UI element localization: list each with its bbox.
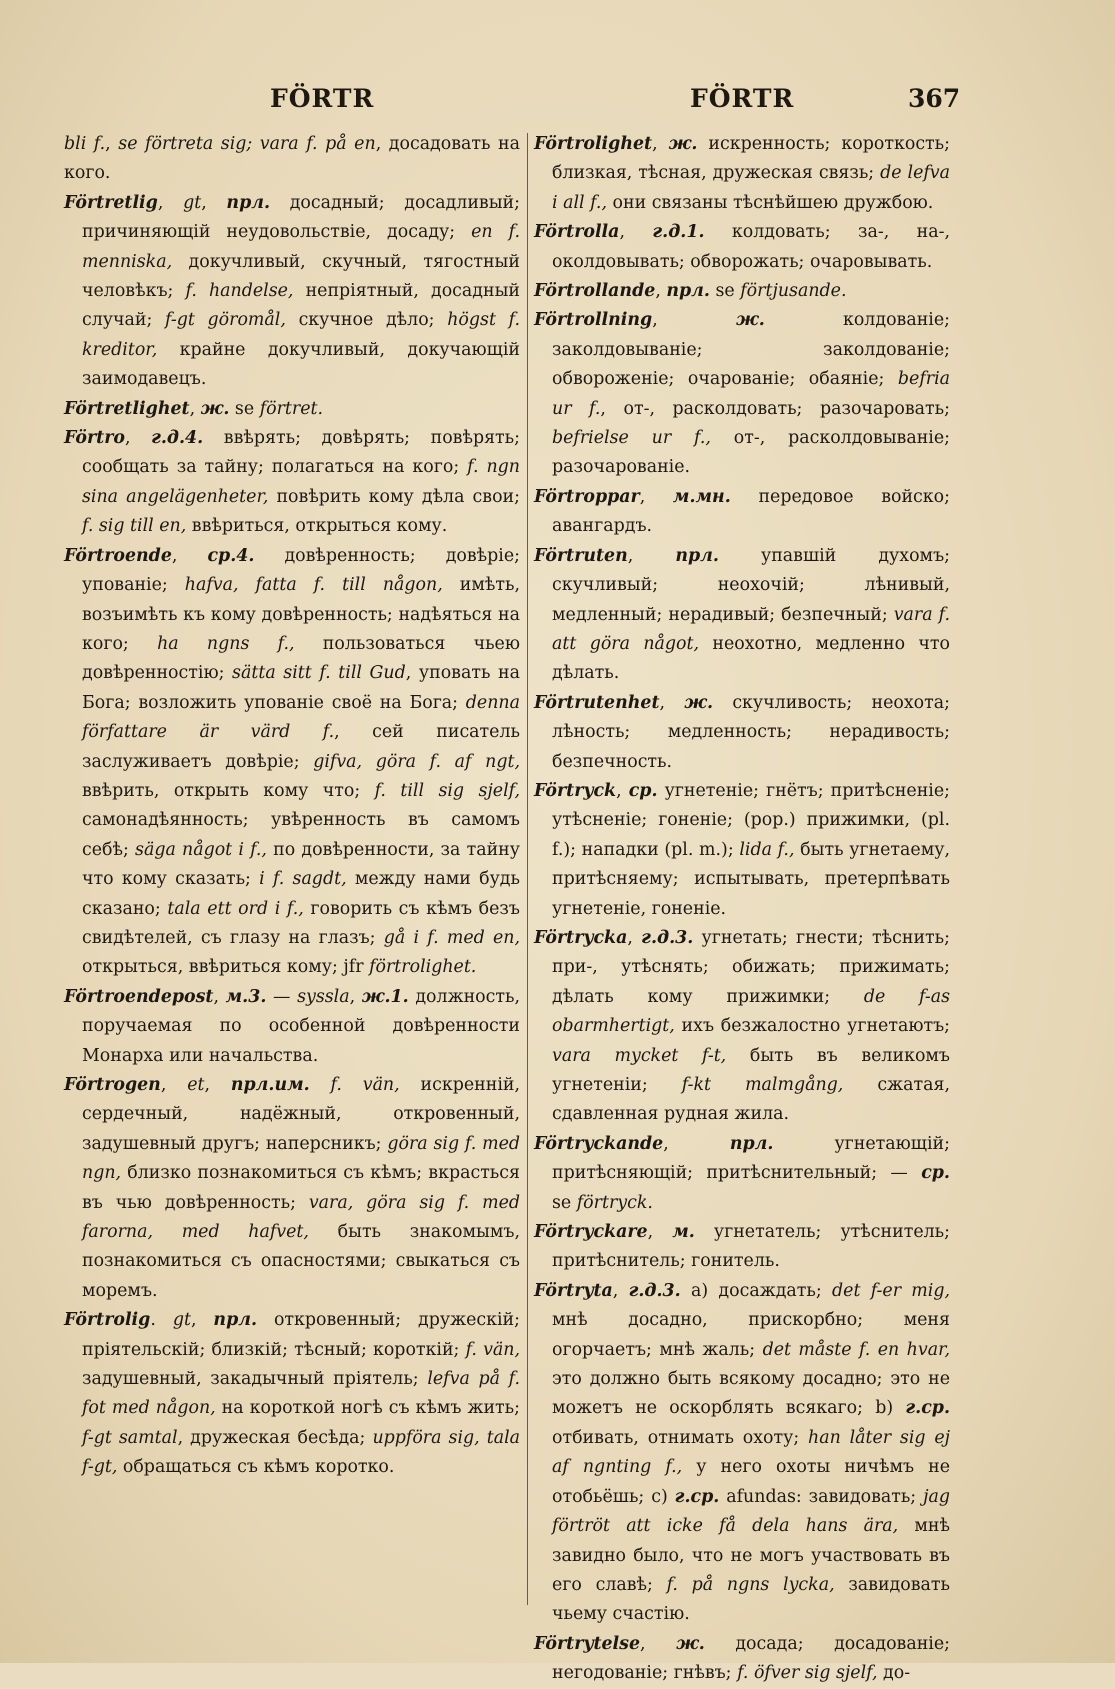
- definition-text: должность, поручаемая по особенной довѣренности Монарха или начальства.: [82, 986, 520, 1066]
- dictionary-entry: [534, 1277, 950, 1630]
- definition-text: ,: [349, 986, 362, 1007]
- definition-text: ,: [616, 780, 629, 801]
- swedish-phrase: f. ngn sina angelägenheter,: [82, 457, 520, 507]
- definition-text: они связаны тѣснѣйшею дружбою.: [606, 192, 934, 213]
- headword: Förtrollande: [534, 281, 656, 302]
- dictionary-entry: [64, 983, 520, 1071]
- definition-text: это должно быть всякому досадно; это не можетъ не оскорблять всякаго; b): [552, 1369, 950, 1419]
- swedish-phrase: förtret.: [259, 398, 324, 419]
- definition-text: ,: [659, 692, 685, 713]
- definition-text: говорить съ кѣмъ безъ свидѣтелей, съ глазу на глазъ;: [82, 898, 520, 948]
- dictionary-entry: [534, 777, 950, 924]
- swedish-phrase: det f-er mig,: [832, 1280, 950, 1301]
- definition-text: отбивать, отнимать охоту;: [552, 1427, 809, 1448]
- headword: Förtrollning: [534, 310, 653, 331]
- swedish-phrase: säga något i f.,: [135, 839, 267, 860]
- swedish-phrase: syssla: [297, 986, 350, 1007]
- headword: Förtrogen: [64, 1075, 161, 1095]
- definition-text: a) досаждать;: [680, 1280, 833, 1301]
- grammar-label: прл.: [675, 545, 719, 566]
- definition-text: скучное дѣло;: [285, 310, 448, 331]
- definition-text: ,: [627, 545, 676, 566]
- definition-text: ,: [619, 222, 653, 243]
- swedish-phrase: de lefva i all f.,: [552, 163, 950, 213]
- definition-text: ихъ безжалостно угнетаютъ;: [674, 1016, 950, 1037]
- swedish-phrase: vara, göra sig f. med farorna, med hafvet,: [82, 1192, 520, 1243]
- headword: Förtrolighet: [534, 134, 653, 154]
- definition-text: сжатая, сдавленная рудная жила.: [552, 1075, 950, 1125]
- definition-text: ,: [639, 486, 673, 507]
- swedish-phrase: f-gt göromål,: [165, 310, 286, 331]
- grammar-label: г.д.4.: [151, 428, 204, 449]
- definition-text: завидовать чьему счастію.: [552, 1574, 950, 1625]
- definition-text: колдованіе; заколдовываніе; заколдованіе; обвороженіе; очарованіе; обаяніе;: [552, 310, 951, 390]
- definition-text: ,: [124, 428, 152, 449]
- definition-text: , дружеская бесѣда;: [177, 1427, 373, 1448]
- definition-text: ,: [213, 986, 226, 1007]
- swedish-phrase: en f. menniska,: [82, 222, 520, 272]
- definition-text: , сей писатель заслуживаетъ довѣріе;: [82, 722, 520, 772]
- headword: Förtro: [64, 428, 125, 449]
- grammar-label: г.д.3.: [628, 1280, 681, 1301]
- grammar-label: г.д.3.: [641, 927, 694, 948]
- definition-text: быть угнетаему, притѣсняему; испытывать, претерпѣвать угнетеніе, гоненіе.: [552, 839, 950, 919]
- dictionary-entry: [534, 689, 950, 777]
- definition-text: самонадѣянность; увѣренность въ самомъ себѣ;: [82, 810, 520, 860]
- dictionary-entry: [64, 130, 520, 189]
- definition-text: —: [266, 986, 298, 1007]
- grammar-label: м.3.: [225, 986, 267, 1007]
- swedish-phrase: vara f. att göra något,: [552, 604, 950, 654]
- definition-text: ,: [612, 1280, 629, 1301]
- definition-text: ,: [157, 192, 184, 213]
- swedish-phrase: jag förtröt att icke få dela hans ära,: [552, 1486, 951, 1537]
- headword: Förtretlig: [64, 192, 158, 213]
- swedish-phrase: förtrolighet.: [369, 957, 477, 978]
- definition-text: досадный; досадливый; причиняющій неудовольствіе, досаду;: [82, 192, 520, 243]
- swedish-phrase: förtryck.: [576, 1192, 653, 1213]
- definition-text: пользоваться чьею довѣренностію;: [82, 633, 520, 684]
- definition-text: искренній, сердечный, надёжный, откровенный, задушевный другъ; наперсникъ;: [82, 1075, 521, 1154]
- dictionary-entry: [64, 424, 520, 542]
- definition-text: se: [709, 281, 741, 302]
- dictionary-entry: [534, 1218, 950, 1277]
- definition-text: неохотно, медленно что дѣлать.: [552, 633, 951, 684]
- definition-text: имѣть, возъимѣть къ кому довѣренность; надѣяться на кого;: [82, 575, 520, 654]
- definition-text: непріятный, досадный случай;: [82, 281, 521, 331]
- definition-text: угнетающій; притѣсняющій; притѣснительный; —: [552, 1133, 950, 1184]
- grammar-label: ж.: [676, 1633, 705, 1654]
- definition-text: мнѣ досадно, прискорбно; меня огорчаетъ; мнѣ жаль;: [552, 1310, 950, 1360]
- left-column: [64, 130, 520, 1483]
- headword: Förtroendepost: [64, 986, 214, 1007]
- headword: Förtrutenhet: [534, 692, 660, 713]
- swedish-phrase: et: [187, 1075, 205, 1095]
- dictionary-entry: [64, 1071, 520, 1306]
- right-running-head: FÖRTR: [690, 84, 795, 113]
- swedish-phrase: lida f.,: [739, 839, 795, 860]
- swedish-phrase: f. till sig sjelf,: [374, 780, 520, 801]
- dictionary-entry: [64, 189, 520, 395]
- definition-text: открыться, ввѣриться кому; jfr: [82, 957, 370, 978]
- grammar-label: прл.им.: [230, 1075, 310, 1095]
- swedish-phrase: befria ur f.: [552, 369, 950, 419]
- definition-text: ,: [204, 1075, 231, 1095]
- headword: Förtryckare: [534, 1222, 648, 1243]
- swedish-phrase: f. öfver sig sjelf,: [737, 1663, 878, 1684]
- definition-text: ввѣрить, открыть кому что;: [82, 780, 375, 801]
- swedish-phrase: befrielse ur f.,: [552, 428, 711, 449]
- grammar-label: ср.: [628, 780, 658, 801]
- definition-text: se: [229, 398, 260, 419]
- dictionary-entry: [534, 306, 950, 482]
- swedish-phrase: han låter sig ej af ngnting f.,: [552, 1427, 950, 1478]
- headword: Förtrolla: [534, 222, 620, 243]
- grammar-label: г.ср.: [674, 1486, 720, 1507]
- grammar-label: ж.: [735, 310, 765, 331]
- dictionary-entry: [64, 395, 520, 424]
- definition-text: ,: [190, 1310, 214, 1331]
- definition-text: ,: [652, 310, 736, 331]
- swedish-phrase: f. sig till en,: [82, 516, 187, 537]
- swedish-phrase: lefva på f. fot med någon,: [82, 1369, 520, 1419]
- swedish-phrase: f. handelse,: [185, 281, 294, 302]
- column-divider: [527, 133, 528, 1605]
- grammar-label: г.д.1.: [652, 222, 705, 243]
- definition-text: быть въ великомъ угнетеніи;: [552, 1045, 951, 1095]
- dictionary-entry: [64, 542, 520, 983]
- definition-text: ,: [647, 1222, 673, 1243]
- dictionary-entry: [534, 130, 950, 218]
- swedish-phrase: f-gt samtal: [82, 1427, 178, 1448]
- grammar-label: м.: [672, 1222, 695, 1243]
- headword: Förtretlighet: [64, 398, 190, 419]
- grammar-label: ж.: [684, 692, 714, 713]
- swedish-phrase: denna författare är värd f.: [82, 692, 520, 743]
- page-number: 367: [908, 84, 961, 113]
- grammar-label: прл.: [213, 1310, 258, 1331]
- definition-text: досада; досадованіе; негодованіе; гнѣвъ;: [552, 1633, 951, 1684]
- definition-text: обращаться съ кѣмъ коротко.: [117, 1457, 395, 1478]
- swedish-phrase: vara mycket f-t,: [552, 1045, 727, 1066]
- swedish-phrase: gifva, göra f. af ngt,: [313, 751, 520, 772]
- definition-text: ввѣрять; довѣрять; повѣрять; сообщать за тайну; полагаться на кого;: [82, 428, 520, 478]
- definition-text: ,: [201, 192, 227, 213]
- definition-text: , досадовать на кого.: [64, 134, 520, 184]
- definition-text: на короткой ногѣ съ кѣмъ жить;: [215, 1398, 520, 1419]
- grammar-label: ж.1.: [361, 986, 409, 1007]
- dictionary-entry: [534, 542, 950, 689]
- definition-text: угнетеніе; гнётъ; притѣсненіе; утѣсненіе; гоненіе; (рор.) прижимки, (pl. f.); нападки (pl. m.);: [552, 780, 950, 860]
- definition-text: упавшій духомъ; скучливый; неохочій; лѣнивый, медленный; нерадивый; безпечный;: [552, 545, 950, 625]
- definition-text: угнетатель; утѣснитель; притѣснитель; гонитель.: [552, 1222, 950, 1272]
- definition-text: довѣренность; довѣріе; упованіе;: [82, 545, 520, 596]
- swedish-phrase: bli f.: [64, 134, 106, 154]
- grammar-label: прл.: [666, 281, 710, 302]
- headword: Förtrytelse: [534, 1633, 641, 1654]
- definition-text: угнетать; гнести; тѣснить; при-, утѣснять; обижать; прижимать; дѣлать кому прижимки;: [552, 927, 950, 1007]
- definition-text: ,: [627, 927, 642, 948]
- dictionary-entry: [534, 924, 950, 1130]
- definition-text: откровенный; дружескій; пріятельскій; близкій; тѣсный; короткій;: [82, 1310, 521, 1360]
- definition-text: ,: [105, 134, 119, 154]
- grammar-label: ж.: [200, 398, 230, 419]
- definition-text: искренность; короткость; близкая, тѣсная, дружеская связь;: [552, 134, 951, 184]
- left-running-head: FÖRTR: [270, 84, 375, 113]
- headword: Förtryta: [534, 1280, 613, 1301]
- definition-text: , от-, расколдовать; разочаровать;: [600, 398, 950, 419]
- definition-text: ввѣриться, открыться кому.: [186, 516, 448, 537]
- right-column: [534, 130, 950, 1689]
- swedish-phrase: ha ngns f.,: [157, 633, 295, 654]
- headword: Förtroende: [64, 545, 172, 566]
- definition-text: se: [552, 1192, 577, 1213]
- dictionary-entry: [64, 1306, 520, 1482]
- dictionary-entry: [534, 1130, 950, 1218]
- grammar-label: прл.: [226, 192, 271, 213]
- headword: Förtroppar: [534, 486, 640, 507]
- headword: Förtryckande: [534, 1133, 664, 1154]
- grammar-label: ж.: [668, 134, 698, 154]
- definition-text: задушевный, закадычный пріятель;: [82, 1369, 428, 1390]
- headword: Förtryck: [534, 780, 617, 801]
- swedish-phrase: uppföra sig, tala f-gt,: [82, 1427, 520, 1478]
- definition-text: до-: [877, 1663, 911, 1684]
- swedish-phrase: de f-as obarmhertigt,: [552, 986, 950, 1037]
- grammar-label: ср.4.: [207, 545, 255, 566]
- definition-text: по довѣренности, за тайну что кому сказать;: [82, 839, 520, 890]
- definition-text: мнѣ завидно было, что не могъ участвовать въ его славѣ;: [552, 1516, 950, 1595]
- swedish-phrase: gt: [172, 1310, 191, 1331]
- swedish-phrase: tala ett ord i f.,: [167, 898, 304, 919]
- definition-text: передовое войско; авангардъ.: [552, 486, 950, 537]
- definition-text: ,: [640, 1633, 677, 1654]
- definition-text: afundas: завидовать;: [719, 1486, 924, 1507]
- swedish-phrase: göra sig f. med ngn,: [82, 1133, 521, 1184]
- definition-text: ,: [160, 1075, 188, 1095]
- swedish-phrase: förtjusande.: [740, 281, 847, 302]
- definition-text: докучливый, скучный, тягостный человѣкъ;: [82, 251, 520, 302]
- dictionary-entry: [534, 483, 950, 542]
- swedish-phrase: sätta sitt f. till Gud: [232, 663, 406, 684]
- swedish-phrase: gt: [183, 192, 202, 213]
- grammar-label: г.ср.: [905, 1398, 950, 1419]
- definition-text: повѣрить кому дѣла свои;: [268, 486, 520, 507]
- swedish-phrase: i f. sagdt,: [259, 869, 347, 890]
- definition-text: ,: [655, 281, 667, 302]
- definition-text: скучливость; неохота; лѣность; медленность; нерадивость; безпечность.: [552, 692, 950, 772]
- definition-text: ,: [171, 545, 208, 566]
- headword: Förtrycka: [534, 927, 628, 948]
- swedish-phrase: hafva, fatta f. till någon,: [184, 575, 443, 596]
- definition-text: , уповать на Бога; возложить упованіе своё на Бога;: [82, 663, 520, 713]
- dictionary-entry: [534, 277, 950, 306]
- definition-text: ,: [652, 134, 669, 154]
- running-header: [0, 84, 1115, 124]
- definition-text: между нами будь сказано;: [82, 869, 520, 919]
- grammar-label: м.мн.: [672, 486, 731, 507]
- grammar-label: ср.: [921, 1163, 950, 1184]
- swedish-phrase: f. vän,: [330, 1075, 400, 1095]
- definition-text: [310, 1075, 331, 1095]
- headword: Förtruten: [534, 545, 628, 566]
- swedish-phrase: f. på ngns lycka,: [666, 1574, 835, 1595]
- swedish-phrase: f. vän,: [465, 1339, 520, 1360]
- grammar-label: прл.: [729, 1133, 774, 1154]
- swedish-phrase: högst f. kreditor,: [82, 310, 520, 360]
- definition-text: .: [150, 1310, 173, 1331]
- dictionary-entry: [534, 218, 950, 277]
- definition-text: ,: [663, 1133, 730, 1154]
- swedish-phrase: f-kt malmgång,: [681, 1075, 844, 1095]
- swedish-phrase: se förtreta sig; vara f. på en: [118, 134, 376, 154]
- definition-text: крайне докучливый, докучающій заимодавецъ.: [82, 339, 520, 390]
- swedish-phrase: gå i f. med en,: [383, 927, 520, 948]
- definition-text: быть знакомымъ, познакомиться съ опасностями; свыкаться съ моремъ.: [82, 1222, 520, 1301]
- definition-text: ,: [189, 398, 201, 419]
- swedish-phrase: det måste f. en hvar,: [762, 1339, 950, 1360]
- definition-text: колдовать; за-, на-, околдовывать; обворожать; очаровывать.: [552, 222, 950, 272]
- dictionary-entry: [534, 1630, 950, 1689]
- definition-text: у него охоты ничѣмъ не отобьёшь; c): [552, 1457, 951, 1507]
- definition-text: близко познакомиться съ кѣмъ; вкрасться въ чью довѣренность;: [82, 1163, 520, 1213]
- headword: Förtrolig: [64, 1310, 151, 1331]
- definition-text: от-, расколдовываніе; разочарованіе.: [552, 428, 951, 478]
